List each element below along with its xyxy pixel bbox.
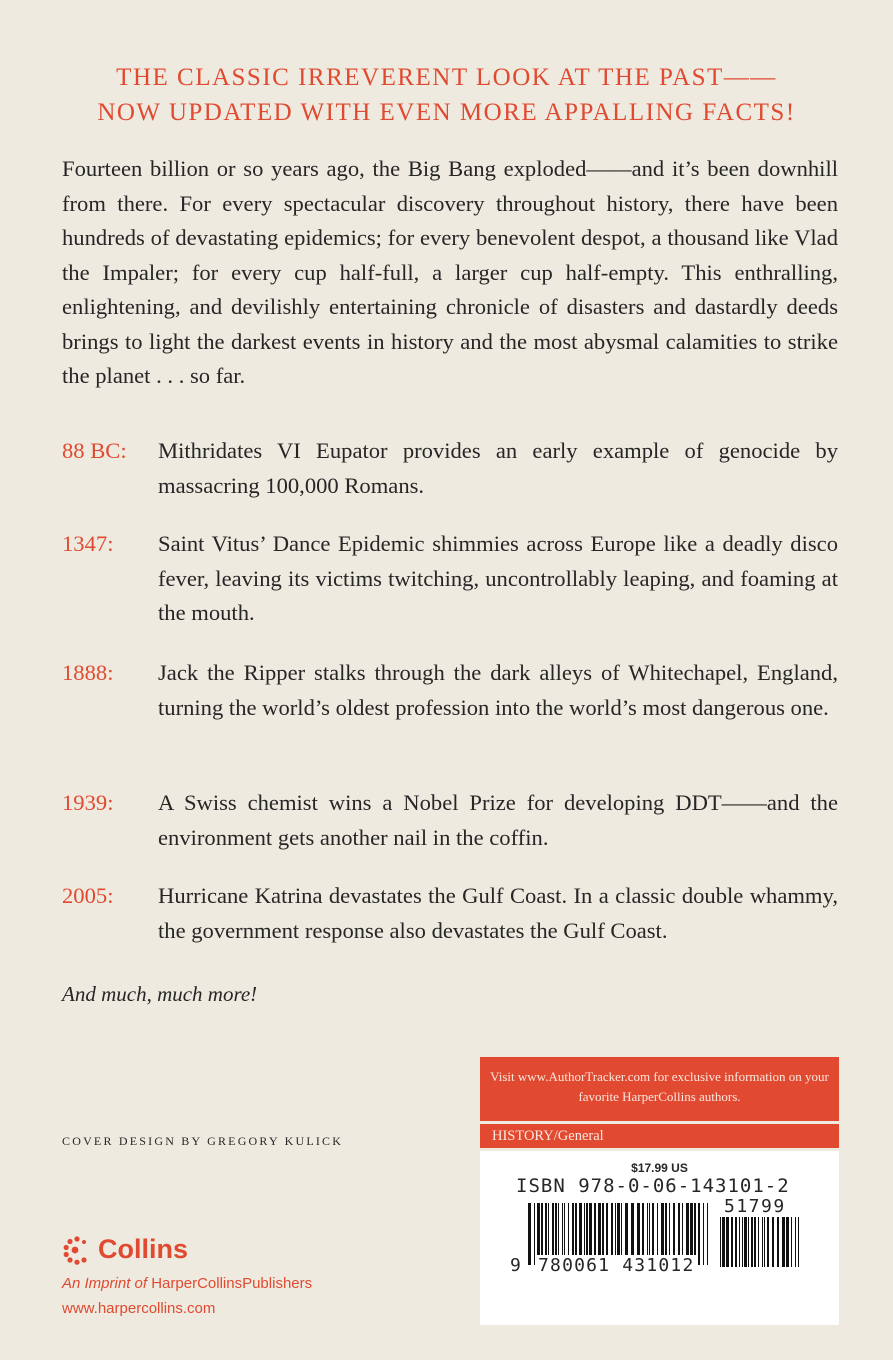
barcode-bar	[744, 1217, 747, 1267]
entry-year: 1888:	[62, 660, 114, 685]
barcode-bar	[748, 1217, 749, 1267]
imprint-publisher: HarperCollinsPublishers	[151, 1275, 313, 1292]
intro-body: Fourteen billion or so years ago, the Big Bang exploded——and it’s been downhill from there. For every spectacular discovery throughout history, there have been hundreds of devastating epidemics; for every benevolent despot, a thousand like Vlad the Impaler; for every cup half-full, a larger cup half-empty. This enthralling, enlightening, and devilishly entertaining chronicle of disasters and dastardly deeds brings to light the darkest events	[62, 156, 838, 354]
barcode-bar	[758, 1217, 759, 1267]
timeline-entry	[62, 527, 838, 631]
publisher-logo-name: Collins	[98, 1234, 189, 1264]
entry-year: 1347:	[62, 531, 114, 556]
barcode-bar	[791, 1217, 792, 1267]
barcode-digits: 780061 431012	[538, 1255, 695, 1276]
entry-year: 1939:	[62, 790, 114, 815]
barcode-bar	[528, 1203, 531, 1265]
author-tracker-notice: Visit www.AuthorTracker.com for exclusive information on your favorite HarperCollins authors.	[480, 1057, 839, 1121]
isbn-number: ISBN 978-0-06-143101-2	[516, 1175, 790, 1197]
timeline-entry	[62, 434, 838, 504]
barcode-bar	[762, 1217, 763, 1267]
retail-panel	[480, 1057, 839, 1325]
barcode-bar	[777, 1217, 779, 1267]
barcode-bar	[698, 1203, 700, 1265]
barcode-bar	[754, 1217, 756, 1267]
headline-line-2: NOW UPDATED WITH EVEN MORE APPALLING FACTS!	[97, 99, 796, 126]
entry-text: Jack the Ripper stalks through the dark alleys of Whitechapel, England, turning the world’s oldest profession into the world’s most dangerous one.	[158, 660, 838, 720]
intro-last-line: in history and the most abysmal calamities to strike the planet . . . so far.	[62, 328, 838, 388]
entry-text: A Swiss chemist wins a Nobel Prize for developing DDT——and the environment gets another nail in the coffin.	[158, 790, 838, 850]
headline-line-1: THE CLASSIC IRREVERENT LOOK AT THE PAST——	[116, 64, 777, 91]
barcode-bar	[739, 1217, 740, 1267]
timeline-entry	[62, 656, 838, 760]
entry-text: Saint Vitus’ Dance Epidemic shimmies across Europe like a deadly disco fever, leaving its victims twitching, uncontrollably leaping, and foaming at the mouth.	[158, 531, 838, 625]
barcode-addon-digits: 51799	[724, 1196, 786, 1217]
entry-text: Mithridates VI Eupator provides an early example of genocide by massacring 100,000 Romans.	[158, 438, 838, 498]
and-much-more: And much, much more!	[62, 982, 258, 1006]
barcode-bar	[742, 1217, 743, 1267]
barcode-bar	[722, 1217, 725, 1267]
publisher-logo	[62, 1234, 188, 1265]
barcode-bar	[764, 1217, 765, 1267]
barcode-bar	[735, 1217, 737, 1267]
barcode-bar	[795, 1217, 796, 1267]
barcode-first-digit: 9	[510, 1255, 521, 1276]
intro-paragraph	[62, 152, 838, 394]
barcode-bar	[726, 1217, 729, 1267]
subject-category: HISTORY/General	[480, 1124, 839, 1148]
timeline-entry	[62, 879, 838, 949]
barcode-bar	[707, 1203, 708, 1265]
barcode-box	[480, 1151, 839, 1325]
barcode-bar	[703, 1203, 704, 1265]
barcode-bar	[798, 1217, 799, 1267]
barcode-bar	[534, 1203, 535, 1265]
cover-design-credit: COVER DESIGN BY GREGORY KULICK	[62, 1134, 344, 1148]
entry-text: Hurricane Katrina devastates the Gulf Coast. In a classic double whammy, the government response also devastates the Gulf Coast.	[158, 883, 838, 943]
collins-swirl-icon	[62, 1235, 92, 1265]
barcode-bar	[786, 1217, 789, 1267]
imprint-prefix: An Imprint of	[62, 1275, 148, 1292]
barcode-bar	[767, 1217, 769, 1267]
barcode-bar	[751, 1217, 753, 1267]
price: $17.99 US	[631, 1161, 688, 1175]
barcode-bar	[772, 1217, 774, 1267]
entry-year: 88 BC:	[62, 438, 127, 463]
imprint-line	[62, 1275, 312, 1292]
barcode-bar	[782, 1217, 785, 1267]
barcode-bar	[720, 1217, 721, 1267]
entry-year: 2005:	[62, 883, 114, 908]
publisher-website: www.harpercollins.com	[62, 1300, 216, 1317]
timeline-entry	[62, 786, 838, 856]
headline	[0, 60, 893, 130]
addon-barcode	[720, 1217, 802, 1267]
barcode-bar	[731, 1217, 733, 1267]
